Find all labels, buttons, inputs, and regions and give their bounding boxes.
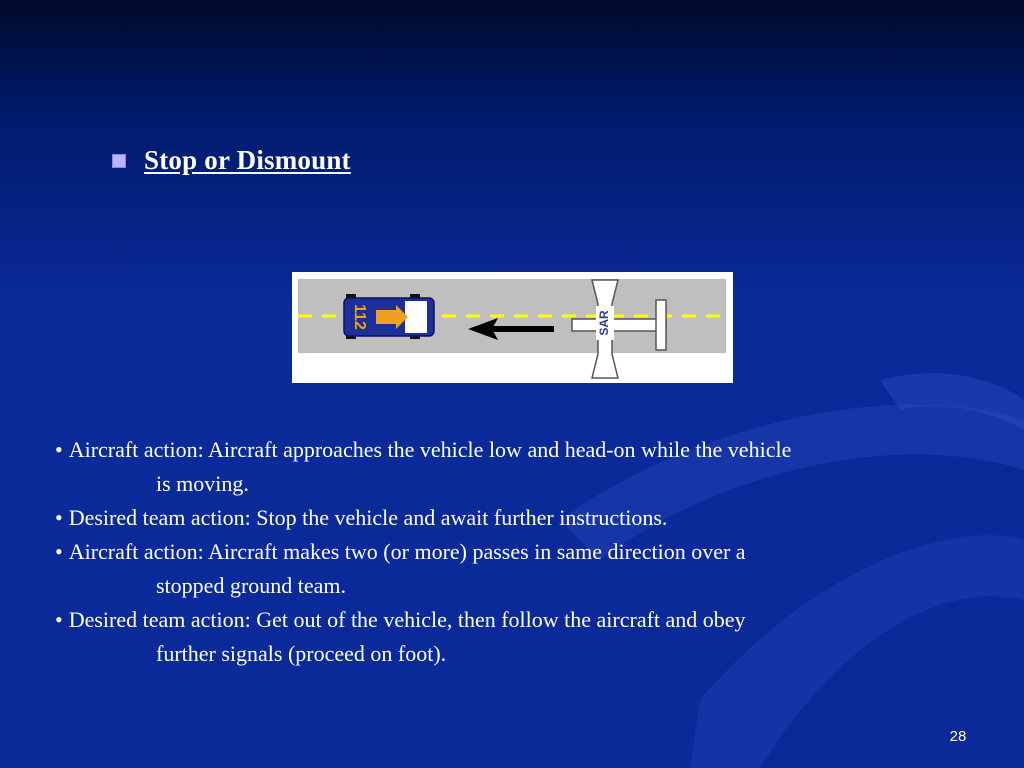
bullet-continuation: further signals (proceed on foot). (156, 641, 447, 666)
bullet-text: Desired team action: Stop the vehicle and await further instructions. (68, 505, 668, 530)
signal-diagram (292, 272, 733, 383)
bullet-dot: • (55, 505, 63, 530)
bullet-item (55, 433, 995, 467)
slide-heading (112, 145, 351, 176)
square-bullet-icon (112, 154, 126, 168)
ground-vehicle (344, 294, 434, 339)
bullet-dot: • (55, 539, 63, 564)
bullet-text: Aircraft action: Aircraft makes two (or more) passes in same direction over a (68, 539, 746, 564)
bullet-item (55, 603, 995, 637)
bullet-text: Aircraft action: Aircraft approaches the vehicle low and head-on while the vehicle (68, 437, 792, 462)
bullet-text: Desired team action: Get out of the vehicle, then follow the aircraft and obey (68, 607, 746, 632)
bullet-item (55, 501, 995, 535)
bullet-dot: • (55, 607, 63, 632)
slide-body (55, 433, 995, 671)
bullet-continuation: is moving. (156, 471, 249, 496)
bullet-item (55, 535, 995, 569)
page-number: 28 (949, 728, 967, 745)
heading-title: Stop or Dismount (144, 145, 351, 175)
bullet-dot: • (55, 437, 63, 462)
bullet-continuation: stopped ground team. (156, 573, 347, 598)
vehicle-marking: 112 (350, 304, 368, 330)
aircraft-marking: SAR (597, 310, 612, 336)
